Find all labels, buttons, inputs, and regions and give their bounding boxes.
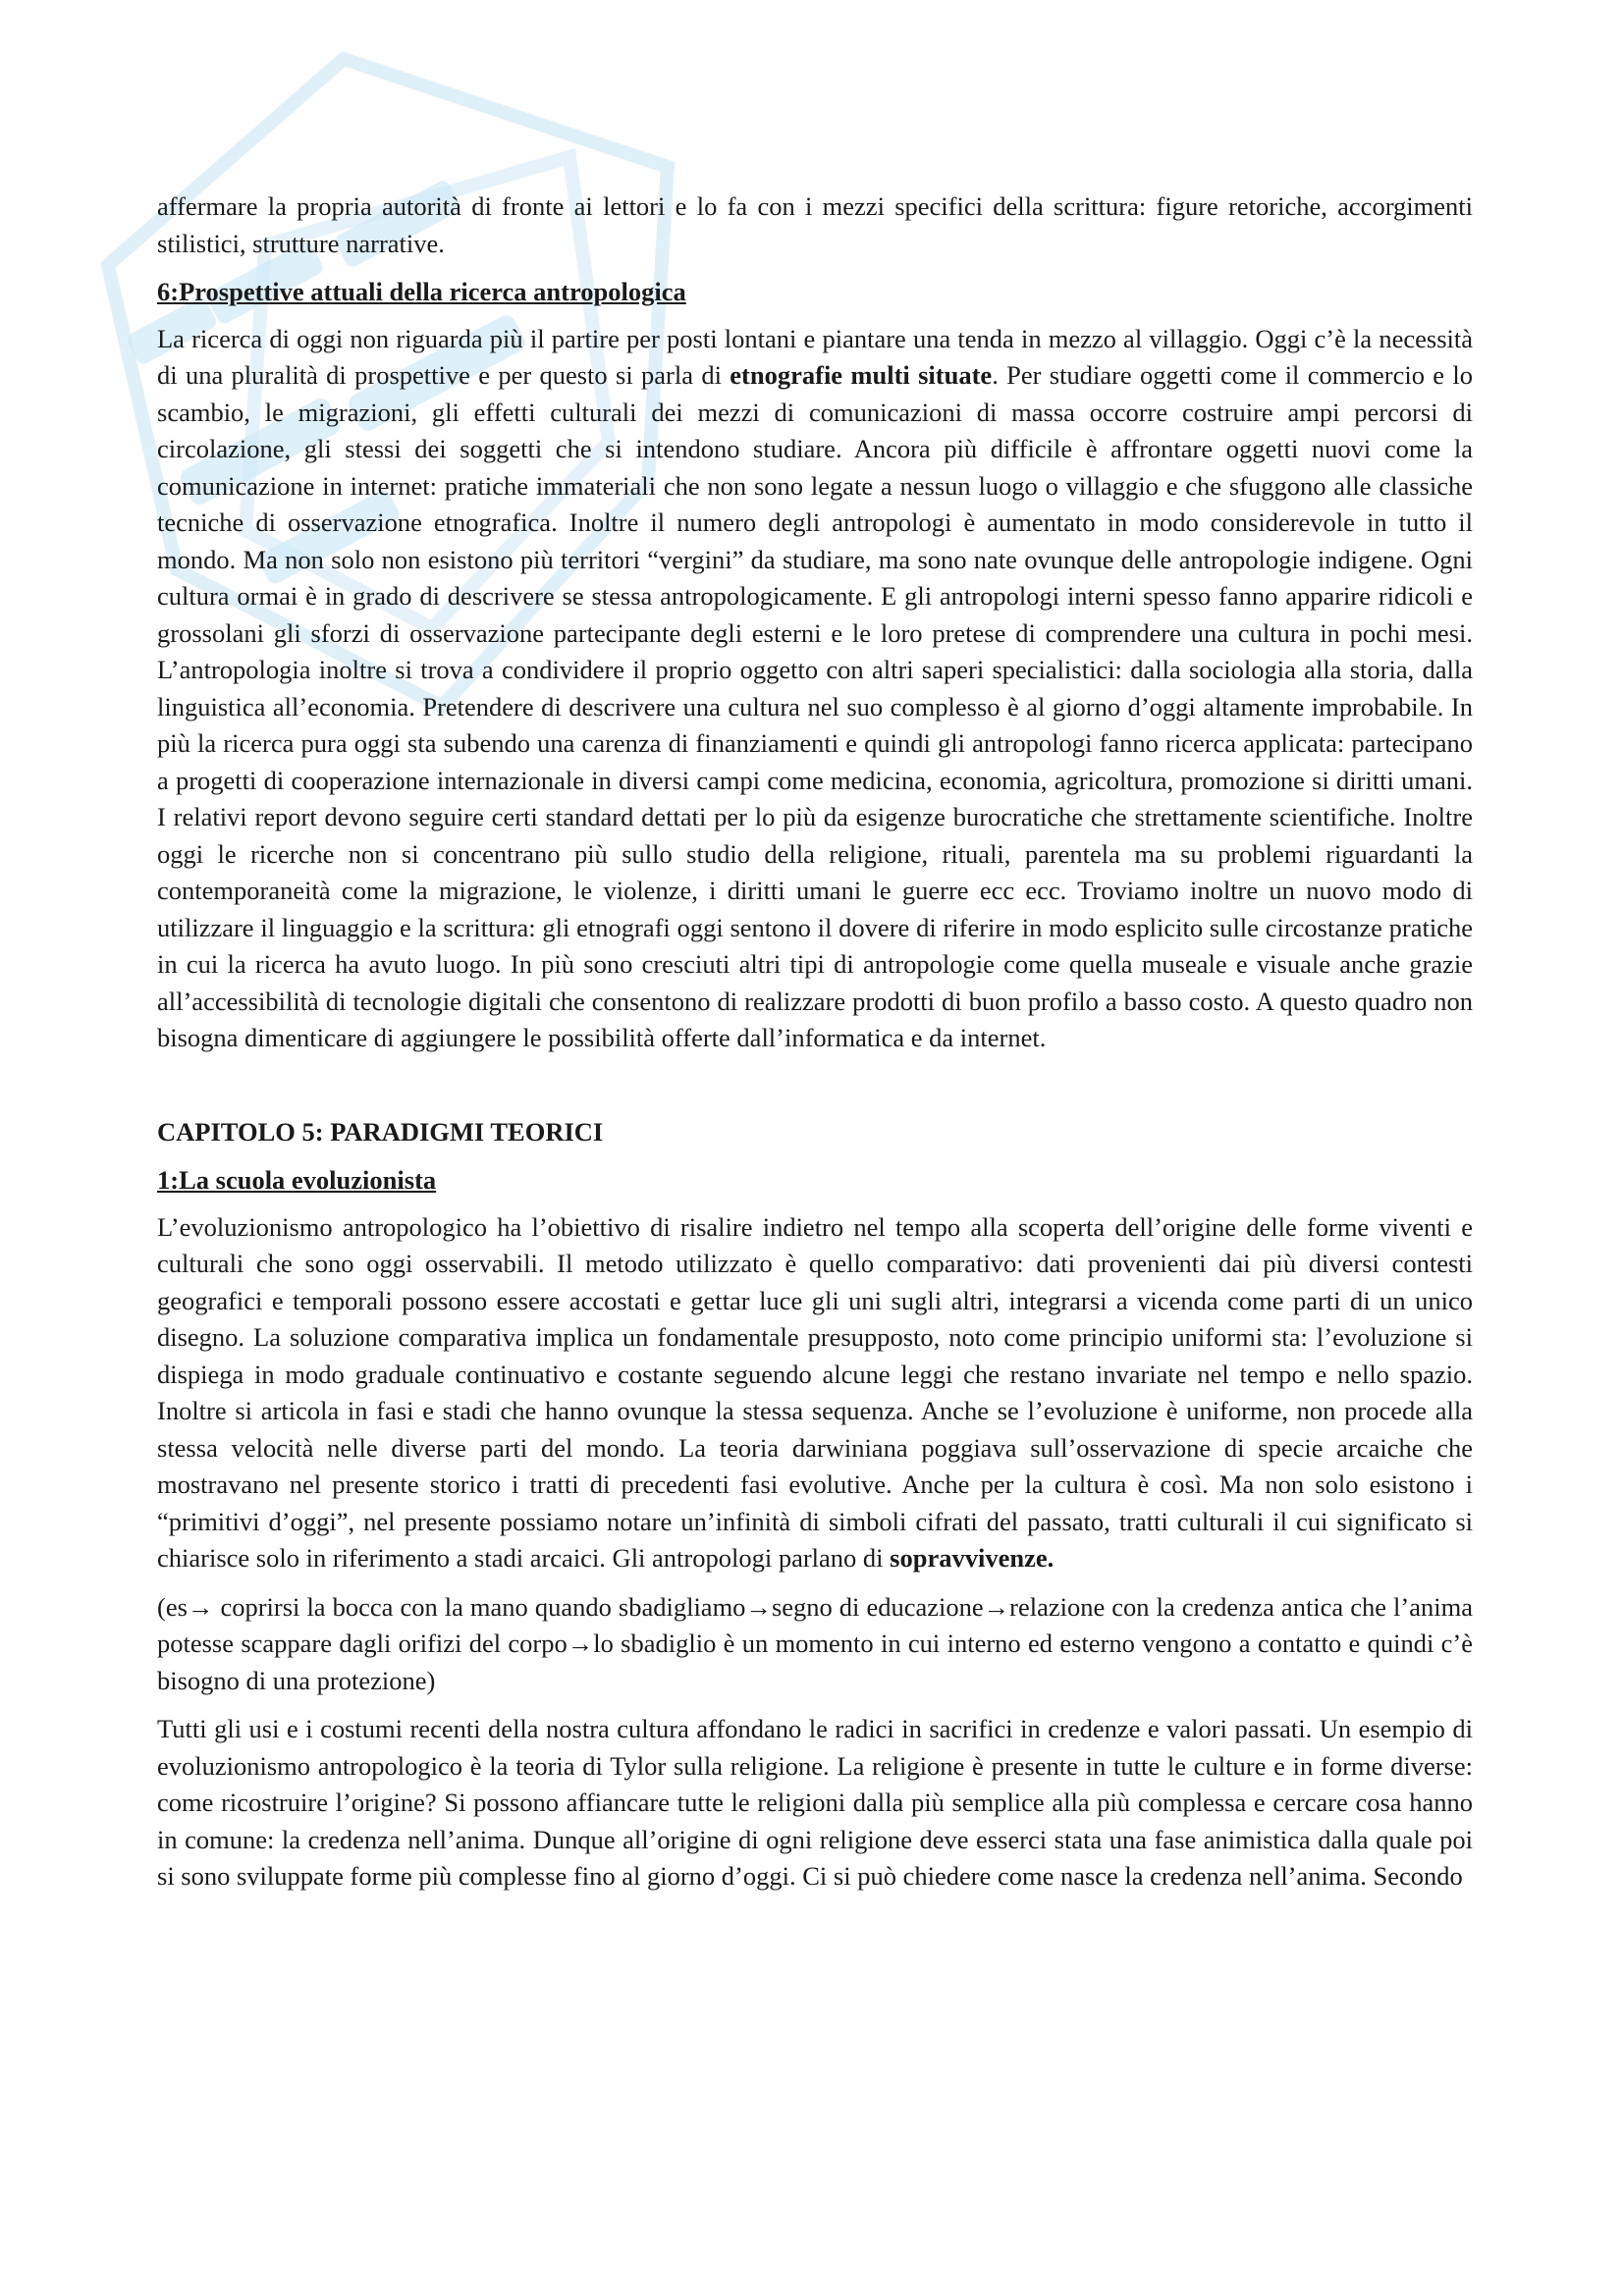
section-1-paragraph-1: [157, 1209, 1473, 1577]
example-part-4: lo sbadiglio è un momento in cui interno ed esterno vengono a contatto e quindi c’è bisogno di una protezione): [157, 1629, 1473, 1695]
arrow-icon: →: [983, 1591, 1010, 1622]
bold-term-etnografie: etnografie multi situate: [730, 360, 993, 390]
section-6-text-after: . Per studiare oggetti come il commercio e lo scambio, le migrazioni, gli effetti culturali dei mezzi di comunicazioni di massa occorre costruire ampi percorsi di circolazione, gli stessi dei soggetti che si intendono studiare. Ancora più difficile è affrontare oggetti nuovi come la comunicazione in internet: pratiche immateriali che non sono legate a nessun luogo o villaggio e che sfuggono alle classiche tecniche di osservazione etnografica. Inoltre il numero degli antropologi è aumentato in modo considerevole in tutto il mondo. Ma non solo non esistono più territori “vergini” da studiare, ma sono nate ovunque delle antropologie indigene. Ogni cultura ormai è in grado di descrivere se stessa antropologicamente. E gli antropologi interni spesso fanno apparire ridicoli e grossolani gli sforzi di osservazione partecipante degli esterni e le loro pretese di comprendere una cultura in pochi mesi. L’antropologia inoltre si trova a condividere il proprio oggetto con altri saperi specialistici: dalla sociologia alla storia, dalla linguistica all’economia. Pretendere di descrivere una cultura nel suo complesso è al giorno d’oggi altamente improbabile. In più la ricerca pura oggi sta subendo una carenza di finanziamenti e quindi gli antropologi fanno ricerca applicata: partecipano a progetti di cooperazione internazionale in diversi campi come medicina, economia, agricoltura, promozione si diritti umani. I relativi report devono seguire certi standard dettati per lo più da esigenze burocratiche che strettamente scientifiche. Inoltre oggi le ricerche non si concentrano più sullo studio della religione, rituali, parentela ma su problemi riguardanti la contemporaneità come la migrazione, le violenze, i diritti umani le guerre ecc ecc. Troviamo inoltre un nuovo modo di utilizzare il linguaggio e la scrittura: gli etnografi oggi sentono il dovere di riferire in modo esplicito sulle circostanze pratiche in cui la ricerca ha avuto luogo. In più sono cresciuti altri tipi di antropologie come quella museale e visuale anche grazie all’accessibilità di tecnologie digitali che consentono di realizzare prodotti di buon profilo a basso costo. A questo quadro non bisogna dimenticare di aggiungere le possibilità offerte dall’informatica e da internet.: [157, 360, 1473, 1052]
section-6-paragraph: [157, 321, 1473, 1057]
example-part-3: relazione con la credenza antica che l’anima potesse scappare dagli orifizi del corpo: [157, 1591, 1473, 1658]
top-paragraph: affermare la propria autorità di fronte ai lettori e lo fa con i mezzi specifici della scrittura: figure retoriche, accorgimenti stilistici, strutture narrative.: [157, 191, 1473, 258]
arrow-icon: →: [745, 1591, 772, 1622]
section-1-paragraph-3: Tutti gli usi e i costumi recenti della nostra cultura affondano le radici in sacrifici in credenze e valori passati. Un esempio di evoluzionismo antropologico è la teoria di Tylor sulla religione. La religione è presente in tutte le culture e in forme diverse: come ricostruire l’origine? Si possono affiancare tutte le religioni dalla più semplice alla più complessa e cercare cosa hanno in comune: la credenza nell’anima. Dunque all’origine di ogni religione deve esserci stata una fase animistica dalla quale poi si sono sviluppate forme più complesse fino al giorno d’oggi. Ci si può chiedere come nasce la credenza nell’anima. Secondo: [157, 1714, 1473, 1891]
example-paragraph: [157, 1589, 1473, 1700]
document-page: [157, 188, 1473, 1907]
arrow-icon: →: [187, 1591, 214, 1622]
example-part-2: segno di educazione: [771, 1591, 984, 1622]
section-6-text-before: La ricerca di oggi non riguarda più il partire per posti lontani e piantare una tenda in mezzo al villaggio. Oggi c’è la necessità di una pluralità di prospettive e per questo si parla di: [157, 323, 1473, 390]
arrow-icon: →: [567, 1629, 594, 1658]
example-open: (es: [157, 1591, 188, 1622]
section-1-heading: 1:La scuola evoluzionista: [157, 1165, 437, 1195]
example-part-1: coprirsi la bocca con la mano quando sbadigliamo: [213, 1591, 746, 1622]
section-1-text: L’evoluzionismo antropologico ha l’obiettivo di risalire indietro nel tempo alla scoperta dell’origine delle forme viventi e culturali che sono oggi osservabili. Il metodo utilizzato è quello comparativo: dati provenienti dai più diversi contesti geografici e temporali possono essere accostati e gettar luce gli uni sugli altri, integrarsi a vicenda come parti di un unico disegno. La soluzione comparativa implica un fondamentale presupposto, noto come principio uniformi sta: l’evoluzione si dispiega in modo graduale continuativo e costante seguendo alcune leggi che restano invariate nel tempo e nello spazio. Inoltre si articola in fasi e stadi che hanno ovunque la stessa sequenza. Anche se l’evoluzione è uniforme, non procede alla stessa velocità nelle diverse parti del mondo. La teoria darwiniana poggiava sull’osservazione di specie arcaiche che mostravano nel presente storico i tratti di precedenti fasi evolutive. Anche per la cultura è così. Ma non solo esistono i “primitivi d’oggi”, nel presente possiamo notare un’infinità di simboli cifrati del passato, tratti culturali il cui significato si chiarisce solo in riferimento a stadi arcaici. Gli antropologi parlano di: [157, 1211, 1473, 1573]
bold-term-sopravvivenze: sopravvivenze.: [890, 1543, 1055, 1573]
section-6-heading: 6:Prospettive attuali della ricerca antropologica: [157, 277, 686, 306]
chapter-5-title: CAPITOLO 5: PARADIGMI TEORICI: [157, 1116, 604, 1147]
